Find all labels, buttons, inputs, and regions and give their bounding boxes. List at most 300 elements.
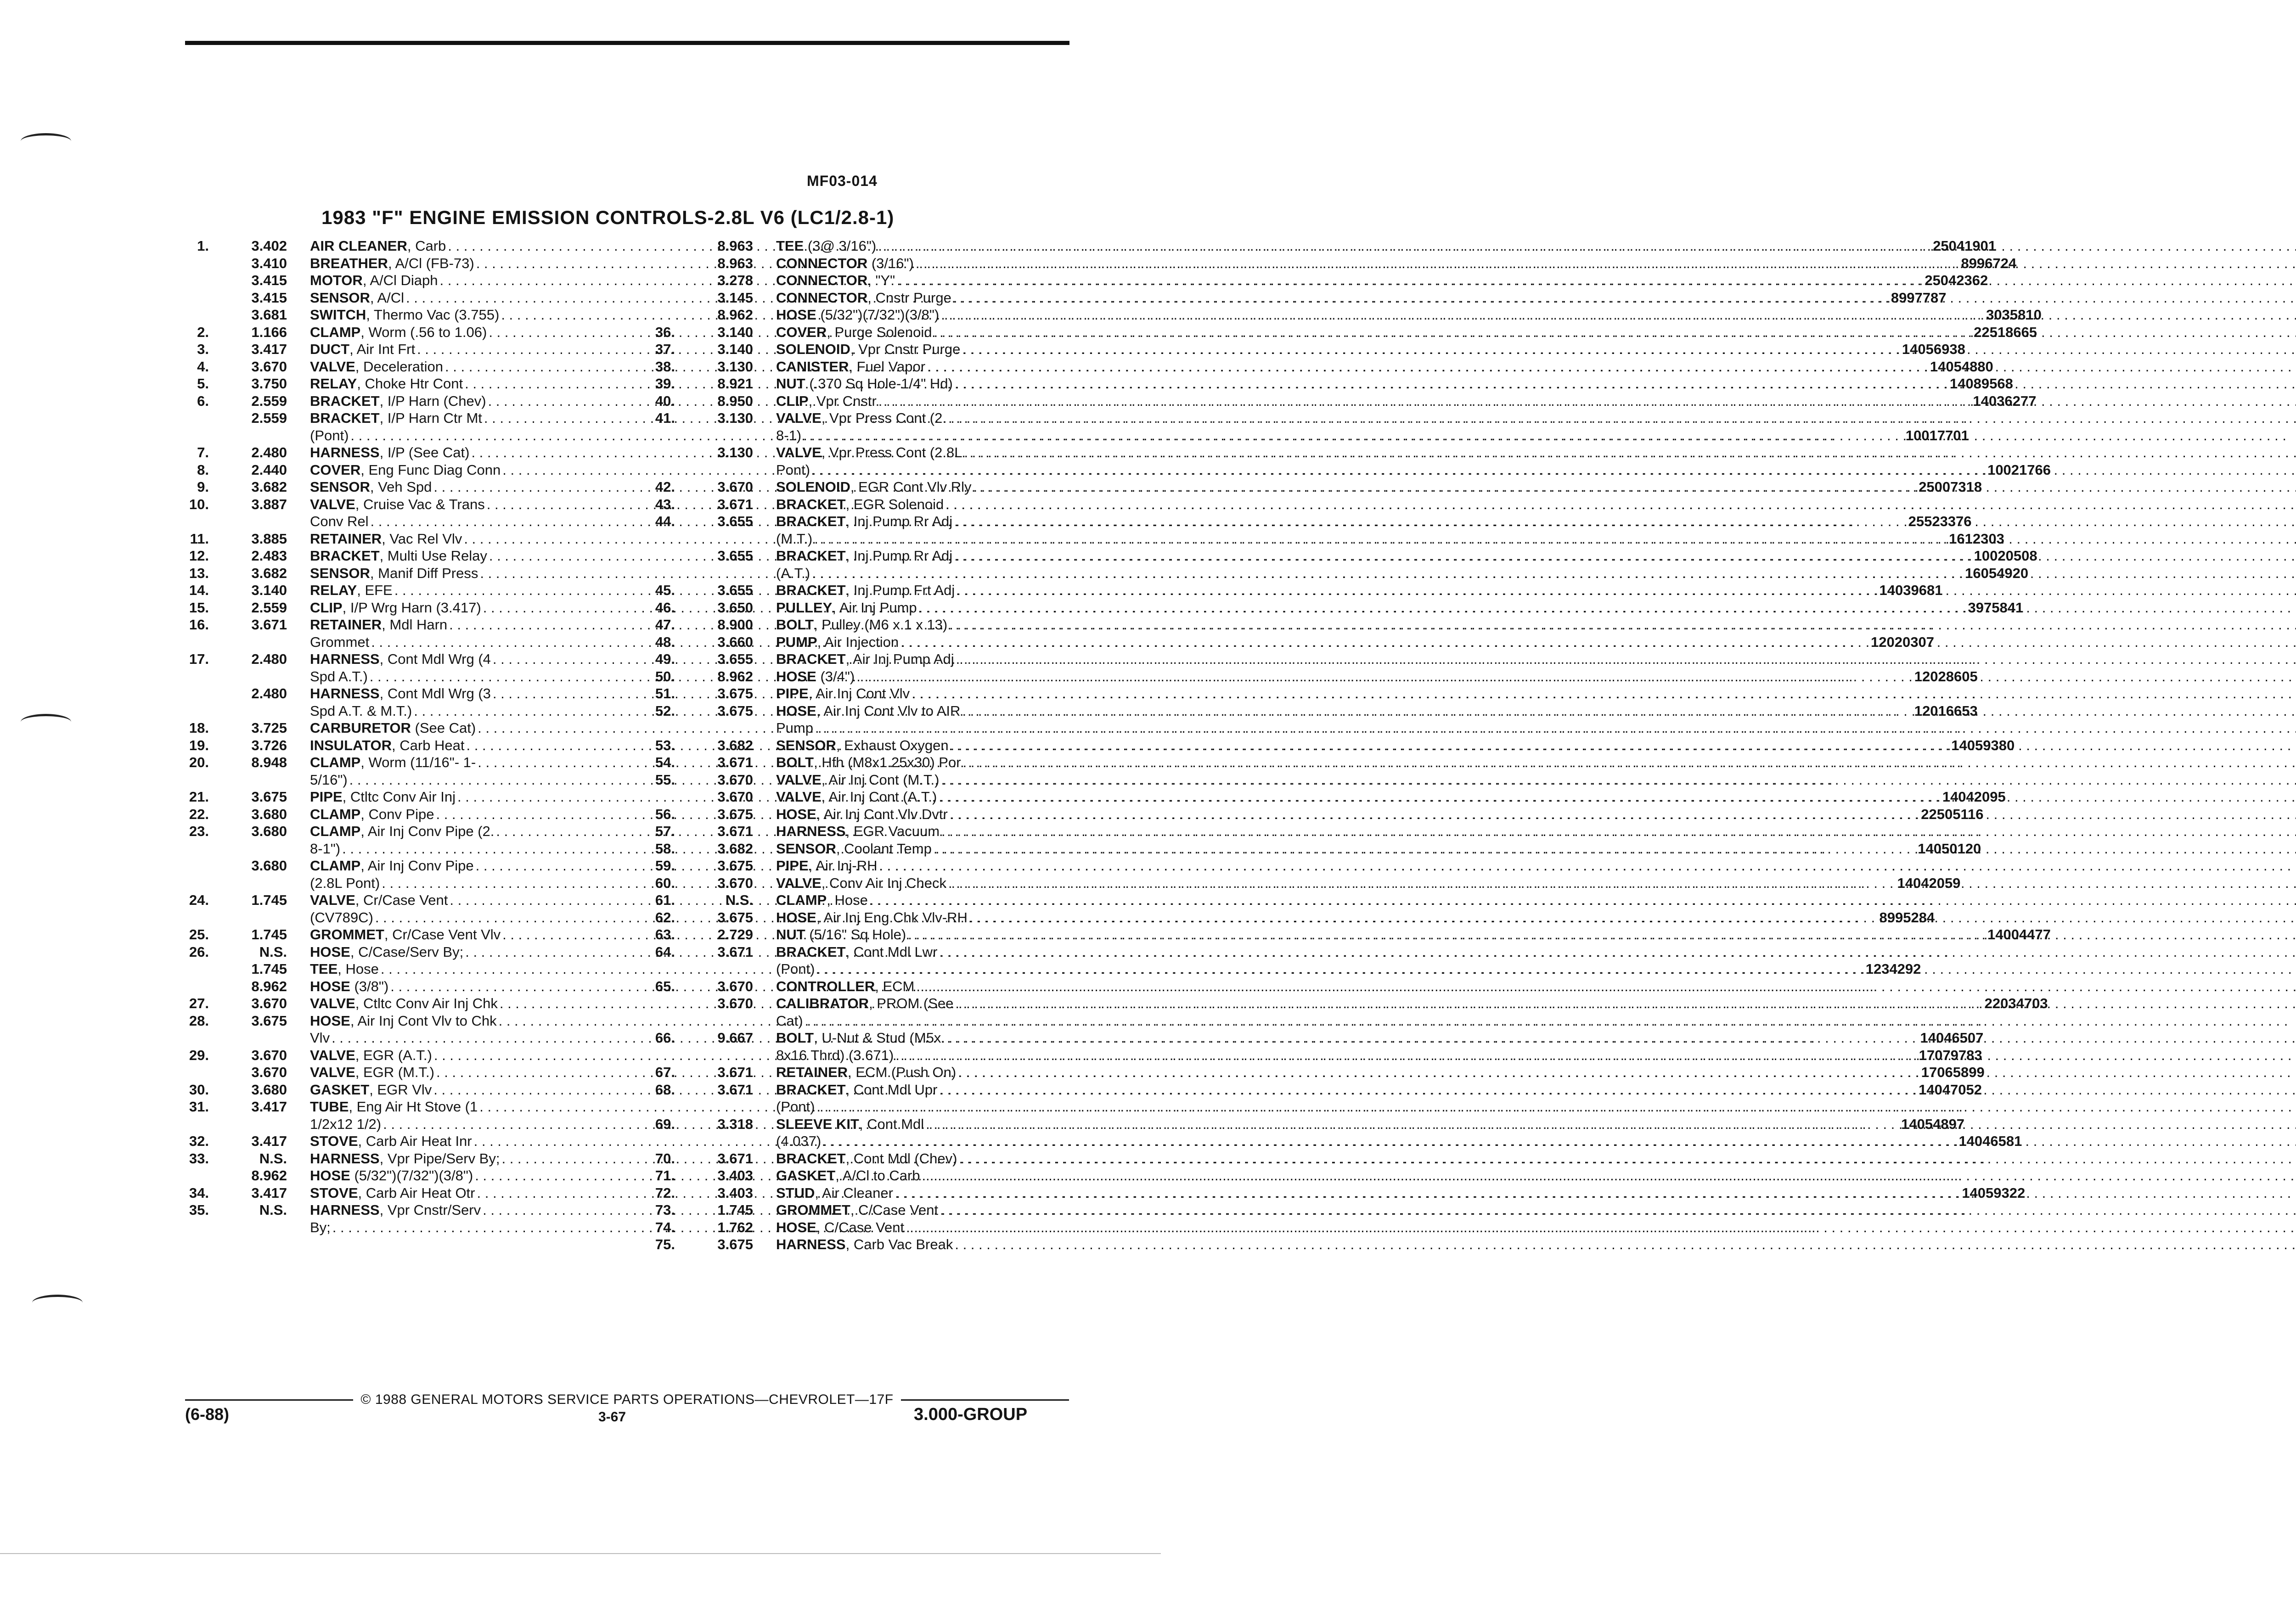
description-text [776, 1081, 937, 1099]
description-text [310, 341, 415, 358]
part-name: RETAINER [310, 530, 382, 547]
part-name: CLAMP [310, 823, 361, 839]
part-detail: , Choke Htr Cont [357, 376, 463, 392]
part-description [753, 840, 2296, 858]
part-detail: , Air Injection [817, 634, 899, 650]
part-detail: , Fuel Vapor [849, 358, 926, 375]
dot-leader [949, 616, 2296, 634]
group-number: 3.887 [251, 496, 287, 512]
parts-entry [631, 547, 1072, 582]
item-number: 18. [189, 720, 209, 736]
item-number: 37. [655, 341, 675, 357]
parts-entry [631, 754, 1072, 771]
group-number: 3.403 [717, 1167, 753, 1184]
part-detail: , "Y" [867, 272, 895, 288]
description-line [776, 754, 2296, 771]
part-name: HARNESS [776, 823, 846, 839]
item-number: 44. [655, 513, 675, 529]
part-detail: , Mdl Harn [382, 617, 448, 633]
group-number: 3.415 [251, 289, 287, 306]
description-text [310, 444, 469, 461]
footer-group: 3.000-GROUP [914, 1405, 1028, 1424]
group-number: 3.682 [717, 737, 753, 753]
item-number: 34. [189, 1184, 209, 1201]
part-detail: , Carb Air Heat Otr [358, 1184, 475, 1201]
item-number: 36. [655, 324, 675, 340]
part-detail: , Air Inj Cont Vlv Dvtr [816, 806, 948, 822]
item-number: 32. [189, 1133, 209, 1149]
part-detail: (5/32")(7/32")(3/8") [350, 1167, 473, 1184]
description-text [310, 1012, 497, 1030]
parts-entry [631, 444, 1072, 478]
part-description [753, 289, 2296, 307]
part-name: VALVE [310, 995, 355, 1011]
parts-entry [161, 719, 613, 737]
description-line [776, 306, 2296, 324]
part-detail: , Cont Mdl (Chev) [845, 1150, 957, 1167]
item-number: 21. [189, 789, 209, 805]
description-text [310, 410, 482, 427]
part-name: MOTOR [310, 272, 363, 288]
parts-entry [631, 324, 1072, 341]
group-number: 2.440 [251, 461, 287, 478]
part-detail: , ECM [875, 978, 915, 994]
part-detail: , A/Cl [370, 289, 405, 306]
part-detail: , Vpr Cnstr/Serv [379, 1202, 481, 1218]
group-number: 3.318 [717, 1116, 753, 1132]
group-number: 3.417 [251, 341, 287, 357]
part-name: PIPE [776, 858, 809, 874]
description-text [776, 1012, 803, 1030]
description-line [776, 582, 2296, 599]
part-name: SWITCH [310, 307, 366, 323]
part-detail: Spd A.T. & M.T.) [310, 702, 412, 719]
footer-rule-right [901, 1399, 1069, 1401]
part-description [753, 978, 2296, 995]
description-text [310, 960, 379, 978]
part-name: VALVE [310, 496, 355, 512]
dot-leader [941, 306, 2296, 324]
part-name: HOSE [776, 668, 816, 685]
part-detail: , C/Case Vent [850, 1202, 939, 1218]
description-text [310, 1167, 473, 1184]
description-text [310, 926, 501, 943]
part-name: CLAMP [310, 806, 361, 822]
description-line [776, 788, 2296, 806]
part-number: 12016653 [1914, 702, 1978, 719]
group-number: N.S. [259, 1202, 287, 1218]
part-name: BRACKET [776, 582, 846, 598]
footer-rule-left [185, 1399, 353, 1401]
part-name: VALVE [776, 771, 822, 788]
part-detail: , Veh Spd [370, 479, 432, 495]
description-text [310, 754, 476, 771]
part-description [753, 237, 2296, 255]
part-description [753, 444, 2296, 478]
parts-entry [631, 237, 1072, 255]
part-detail: , EFE [357, 582, 393, 598]
group-number: 3.670 [717, 789, 753, 805]
item-number: 19. [189, 737, 209, 753]
item-number: 50. [655, 668, 675, 685]
part-detail: 1/2x12 1/2) [310, 1116, 382, 1132]
part-name: GROMMET [310, 926, 384, 943]
part-name: BRACKET [310, 548, 380, 564]
part-detail: Spd A.T.) [310, 668, 368, 685]
part-name: HOSE [310, 1167, 350, 1184]
part-detail: (A.T.) [776, 565, 810, 581]
group-number: 8.963 [717, 238, 753, 254]
part-name: PIPE [310, 789, 343, 805]
group-number: 3.725 [251, 720, 287, 736]
description-text [776, 358, 925, 376]
parts-entry [631, 892, 1072, 909]
item-number: 60. [655, 875, 675, 891]
parts-entry [631, 255, 1072, 272]
item-number: 1. [197, 238, 209, 254]
part-description [753, 634, 2296, 651]
description-text [310, 840, 340, 858]
description-text [776, 237, 876, 255]
dot-leader [939, 788, 2296, 806]
description-line [776, 875, 2296, 892]
dot-leader [912, 685, 2296, 702]
dot-leader [962, 341, 2296, 358]
part-detail: , Purge Solenoid [827, 324, 932, 340]
part-detail: , Vpr Press Cont (2. [821, 410, 946, 426]
parts-entry [631, 306, 1072, 324]
dot-leader [816, 1098, 2296, 1116]
group-number: 8.963 [717, 255, 753, 271]
part-name: HOSE [310, 1012, 350, 1029]
group-number: 3.670 [717, 995, 753, 1011]
footer-date: (6-88) [185, 1405, 230, 1424]
part-name: VALVE [776, 410, 822, 426]
part-number: 10017701 [1905, 427, 1969, 443]
item-number: 72. [655, 1184, 675, 1201]
part-number: 1234292 [1865, 961, 1921, 977]
page-title: 1983 "F" ENGINE EMISSION CONTROLS-2.8L V6 (LC1/2.8-1) [321, 207, 895, 228]
description-line [776, 237, 2296, 255]
part-detail: (5/32")(7/32")(3/8") [816, 307, 940, 323]
bottom-scan-line [0, 1553, 1161, 1554]
part-detail: , EGR Cont Vlv Rly [850, 479, 972, 495]
dot-leader [941, 771, 2296, 789]
description-text [776, 1098, 815, 1116]
part-description [753, 875, 2296, 892]
dot-leader [815, 719, 2296, 737]
description-text [310, 875, 380, 892]
dot-leader [856, 668, 2296, 685]
part-description [753, 892, 2296, 909]
item-number: 17. [189, 651, 209, 667]
description-text [776, 875, 946, 892]
description-text [310, 461, 501, 479]
part-number: 14059380 [1951, 737, 2015, 753]
description-text [776, 1116, 924, 1133]
description-line [776, 737, 2296, 754]
dot-leader [878, 237, 2296, 255]
description-line [776, 255, 2296, 272]
description-text [776, 255, 914, 272]
item-number: 41. [655, 410, 675, 426]
part-detail: , Pulley (M6 x 1 x 13) [814, 617, 948, 633]
item-number: 20. [189, 754, 209, 770]
item-number: 57. [655, 823, 675, 839]
item-number: 40. [655, 393, 675, 409]
description-text [776, 547, 952, 565]
part-number: 22518665 [1974, 324, 2037, 340]
group-number: 3.681 [251, 307, 287, 323]
part-detail: , Inj Pump Rr Adj [845, 513, 953, 529]
part-description [753, 410, 2296, 444]
part-description [753, 599, 2296, 617]
description-text [310, 375, 463, 393]
group-number: 8.962 [717, 668, 753, 685]
part-description [753, 1184, 2296, 1202]
description-text [310, 737, 464, 754]
item-number: 48. [655, 634, 675, 650]
description-text [776, 960, 815, 978]
part-description [753, 823, 2296, 840]
parts-entry [161, 754, 613, 788]
group-number: 3.670 [251, 995, 287, 1011]
description-line [776, 513, 2296, 530]
item-number: 11. [190, 530, 209, 547]
part-name: CARBURETOR [310, 720, 411, 736]
part-name: VALVE [776, 789, 822, 805]
part-number: 17065899 [1921, 1064, 1985, 1080]
description-text [776, 1064, 956, 1081]
dot-leader [934, 324, 2296, 341]
group-number: 3.680 [251, 858, 287, 874]
part-name: HARNESS [310, 685, 380, 701]
part-description [753, 496, 2296, 513]
description-text [310, 685, 491, 702]
part-number: 14046581 [1958, 1133, 2022, 1149]
description-text [776, 1167, 920, 1184]
part-name: VALVE [310, 358, 355, 375]
parts-entry [631, 1219, 1072, 1236]
part-name: SLEEVE KIT [776, 1116, 859, 1132]
description-text [310, 306, 499, 324]
part-name: RELAY [310, 376, 357, 392]
part-name: CLIP [310, 599, 343, 616]
description-text [310, 1133, 472, 1150]
part-description [753, 358, 2296, 376]
part-detail: (5/16" Sq Hole) [805, 926, 906, 943]
group-number: 2.729 [717, 926, 753, 943]
group-number: 3.671 [717, 496, 753, 512]
part-name: BRACKET [776, 1081, 846, 1098]
item-number: 56. [655, 806, 675, 822]
parts-entry [631, 875, 1072, 892]
part-description [753, 324, 2296, 341]
part-name: CONTROLLER [776, 978, 875, 994]
item-number: 45. [655, 582, 675, 598]
item-number: 38. [655, 358, 675, 375]
description-line [776, 995, 2296, 1012]
description-text [310, 943, 463, 961]
parts-entry [161, 1201, 613, 1236]
part-detail: , Inj Pump Frt Adj [845, 582, 955, 598]
group-number: 3.680 [251, 806, 287, 822]
part-description [753, 909, 2296, 926]
item-number: 53. [655, 737, 675, 753]
description-line [776, 375, 2296, 393]
description-text [310, 668, 368, 685]
group-number: 3.675 [251, 1012, 287, 1029]
part-number: 22034703 [1984, 995, 2048, 1011]
description-text [310, 255, 474, 272]
group-number: 2.480 [251, 685, 287, 701]
group-number: 2.483 [251, 548, 287, 564]
item-number: 65. [655, 978, 675, 994]
part-name: CONNECTOR [776, 289, 868, 306]
dot-leader [950, 806, 2296, 823]
part-detail: , Air Int Frt [349, 341, 416, 357]
part-detail: , Carb Vac Break [845, 1236, 953, 1252]
description-text [310, 806, 434, 823]
part-detail: , C/Case Vent [816, 1219, 905, 1235]
dot-leader [878, 393, 2296, 410]
group-number: 3.675 [717, 702, 753, 719]
parts-entry [631, 685, 1072, 702]
item-number: 29. [189, 1047, 209, 1063]
part-description [753, 375, 2296, 393]
group-number: 3.675 [251, 789, 287, 805]
part-description [753, 1064, 2296, 1081]
dot-leader [954, 547, 2296, 565]
part-name: VALVE [310, 892, 355, 908]
description-line [776, 547, 2296, 565]
part-name: TUBE [310, 1099, 349, 1115]
parts-entry [631, 1201, 1072, 1219]
part-detail: , Hose [338, 961, 379, 977]
part-detail: (Pont) [776, 1099, 815, 1115]
part-detail: , Conv Air Inj Check [821, 875, 946, 891]
part-name: HOSE [776, 1219, 816, 1235]
part-detail: , Hose [827, 892, 868, 908]
parts-entry [631, 978, 1072, 995]
item-number: 51. [655, 685, 675, 701]
part-detail: , Manif Diff Press [370, 565, 478, 581]
part-detail: , Vpr Cnstr Purge [850, 341, 961, 357]
part-detail: 5/16") [310, 771, 348, 788]
description-line [776, 909, 2296, 926]
part-detail: , I/P Harn Ctr Mt [379, 410, 482, 426]
description-text [310, 237, 446, 255]
description-line [776, 685, 2296, 702]
part-detail: , Cont Mdl [859, 1116, 924, 1132]
part-name: GROMMET [776, 1202, 850, 1218]
dot-leader [814, 530, 2296, 548]
parts-entry [631, 995, 1072, 1029]
group-number: 3.750 [251, 376, 287, 392]
item-number: 39. [655, 376, 675, 392]
part-detail: , Air Inj Cont Vlv to AIR [816, 702, 961, 719]
group-number: 3.660 [717, 634, 753, 650]
part-number: 14089568 [1949, 376, 2013, 392]
description-text [310, 1116, 381, 1133]
description-text [310, 1150, 500, 1167]
part-detail: , Vpr Pipe/Serv By; [379, 1150, 500, 1167]
description-text [310, 892, 448, 909]
item-number: 52. [655, 702, 675, 719]
dot-leader [919, 599, 2296, 617]
description-line [776, 1029, 2296, 1047]
item-number: 74. [655, 1219, 675, 1235]
description-line [776, 478, 2296, 496]
description-text [310, 599, 481, 617]
parts-entry [631, 599, 1072, 617]
description-text [310, 547, 487, 565]
part-name: HOSE [310, 943, 350, 960]
description-text [776, 806, 948, 823]
part-name: CLAMP [776, 892, 827, 908]
group-number: 3.671 [717, 1150, 753, 1167]
group-number: 1.762 [717, 1219, 753, 1235]
part-description [753, 393, 2296, 410]
description-line [776, 444, 2296, 461]
parts-entry [161, 1150, 613, 1167]
description-line [776, 1219, 2296, 1236]
part-detail: , EGR Vlv [369, 1081, 432, 1098]
part-number: 14042059 [1897, 875, 1961, 891]
description-line [776, 1098, 2296, 1116]
item-number: 14. [189, 582, 209, 598]
part-detail: , U-Nut & Stud (M5x. [814, 1030, 945, 1046]
parts-entry [631, 926, 1072, 943]
description-text [776, 341, 960, 358]
item-number: 46. [655, 599, 675, 616]
group-number: 2.559 [251, 410, 287, 426]
part-description [753, 685, 2296, 702]
description-line [776, 1150, 2296, 1167]
dot-leader [964, 444, 2296, 461]
group-number: 3.670 [251, 1047, 287, 1063]
description-line [776, 427, 2296, 444]
part-detail: , Carb Heat [391, 737, 465, 753]
description-line [776, 1116, 2296, 1133]
description-line [776, 1133, 2296, 1150]
part-detail: 8-1) [776, 427, 802, 443]
group-number: 1.166 [251, 324, 287, 340]
part-number: 14047052 [1919, 1081, 1982, 1098]
item-number: 43. [655, 496, 675, 512]
group-number: 8.962 [251, 1167, 287, 1184]
description-text [776, 478, 971, 496]
part-description [753, 806, 2296, 823]
group-number: 3.415 [251, 272, 287, 288]
part-detail: , Vpr Cnstr [808, 393, 877, 409]
part-detail: Grommet [310, 634, 370, 650]
description-line [776, 530, 2296, 548]
group-number: N.S. [259, 1150, 287, 1167]
description-text [776, 565, 810, 582]
group-number: 3.417 [251, 1133, 287, 1149]
part-name: PIPE [776, 685, 809, 701]
part-name: BOLT [776, 617, 814, 633]
description-text [776, 375, 953, 393]
description-text [776, 530, 812, 548]
description-text [310, 788, 456, 806]
part-name: RELAY [310, 582, 357, 598]
description-text [310, 857, 474, 875]
dot-leader [926, 1116, 2296, 1133]
top-rule [185, 41, 1069, 45]
part-detail: , ECM (Push On) [848, 1064, 957, 1080]
